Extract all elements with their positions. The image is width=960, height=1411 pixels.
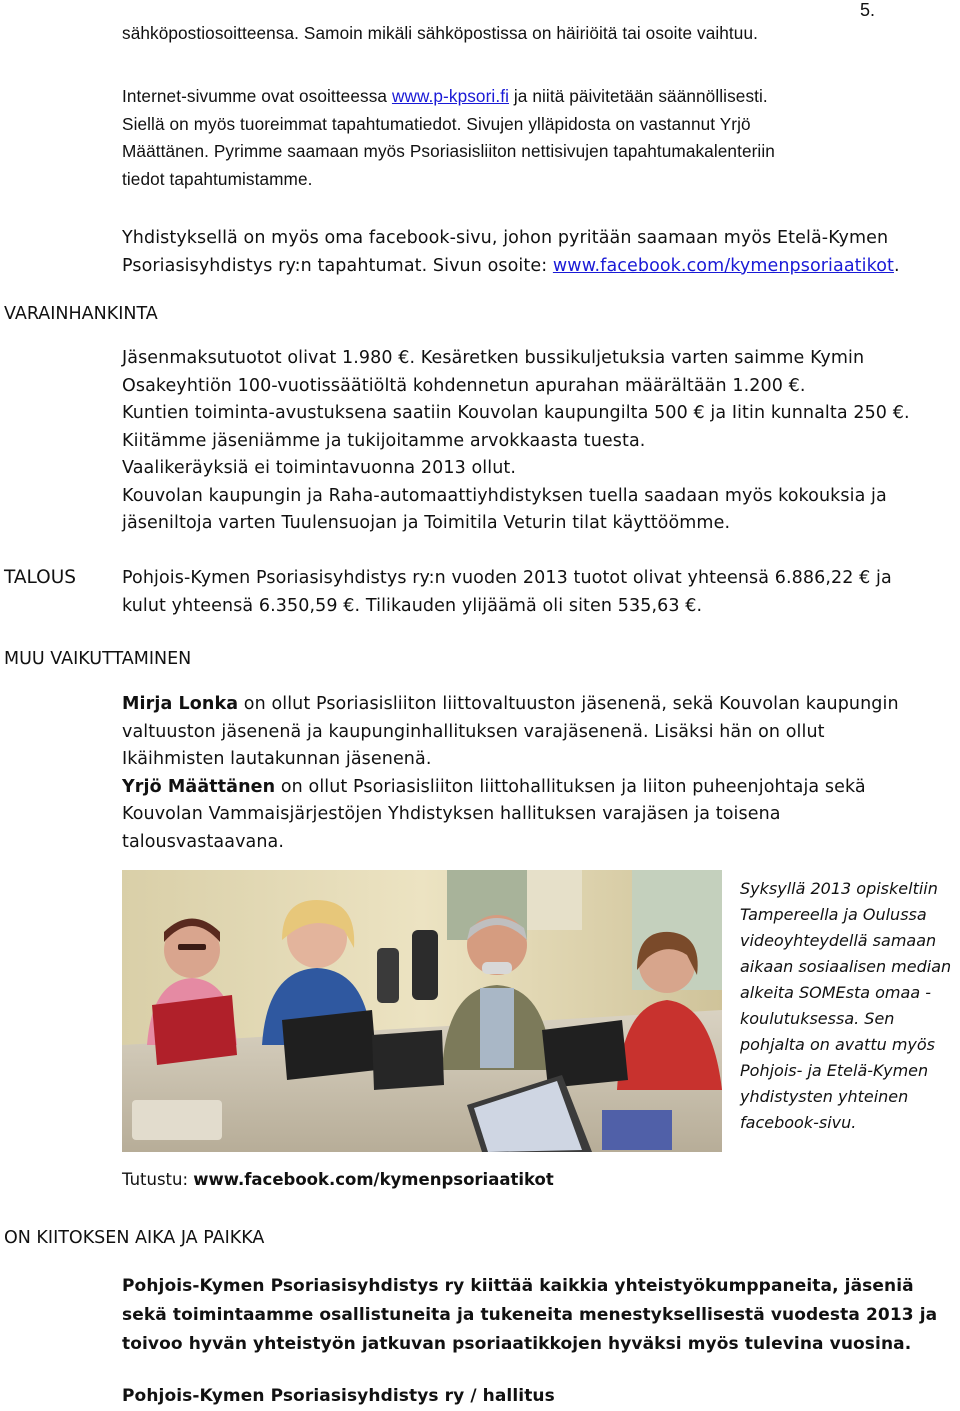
talous-line: kulut yhteensä 6.350,59 €. Tilikauden ylijäämä oli siten 535,63 €. [122,595,703,616]
tutustu-link[interactable]: www.facebook.com/kymenpsoriaatikot [193,1170,554,1189]
website-line-2: Siellä on myös tuoreimmat tapahtumatiedot. Sivujen ylläpidosta on vastannut Yrjö [122,113,751,134]
caption-line: facebook-sivu. [740,1113,857,1132]
group-photo-icon [122,870,722,1152]
caption-line: koulutuksessa. Sen [740,1009,895,1028]
facebook-link[interactable]: www.facebook.com/kymenpsoriaatikot [552,255,894,276]
person-name-mirja: Mirja Lonka [122,694,239,714]
heading-talous: TALOUS [4,567,77,588]
website-line-4: tiedot tapahtumistamme. [122,168,313,189]
muu-line: valtuuston jäsenenä ja kaupunginhallituksen varajäsenenä. Lisäksi hän on ollut [122,721,825,742]
photo-caption [740,876,956,1136]
caption-line: Syksyllä 2013 opiskeltiin [740,879,938,898]
facebook-line-2: Psoriasisyhdistys ry:n tapahtumat. Sivun osoite: www.facebook.com/kymenpsoriaatikot. [122,255,900,276]
website-line-1: Internet-sivumme ovat osoitteessa www.p-kpsori.fi ja niitä päivitetään säännöllisesti. [122,86,768,106]
caption-line: pohjalta on avattu myös [740,1035,935,1054]
muu-line: talousvastaavana. [122,831,285,852]
facebook-line-1: Yhdistyksellä on myös oma facebook-sivu, johon pyritään saamaan myös Etelä-Kymen [122,228,889,248]
talous-line: Pohjois-Kymen Psoriasisyhdistys ry:n vuoden 2013 tuotot olivat yhteensä 6.886,22 € ja [122,568,892,588]
kiitos-line: toivoo hyvän yhteistyön jatkuvan psoriaatikkojen hyväksi myös tulevina vuosina. [122,1334,912,1354]
caption-line: aikaan sosiaalisen median [740,957,952,976]
caption-line: alkeita SOMEsta omaa - [740,983,931,1002]
heading-muu-vaikuttaminen: MUU VAIKUTTAMINEN [4,649,192,669]
kiitos-line: Pohjois-Kymen Psoriasisyhdistys ry kiittää kaikkia yhteistyökumppaneita, jäseniä [122,1276,914,1296]
caption-line: Pohjois- ja Etelä-Kymen [740,1061,929,1080]
kiitos-line: sekä toimintaamme osallistuneita ja tukeneita menestyksellisestä vuodesta 2013 ja [122,1305,938,1325]
facebook-paragraph [122,225,957,280]
caption-line: Tampereella ja Oulussa [740,905,927,924]
kiitos-paragraph [122,1272,957,1359]
page-number: 5. [860,0,876,20]
muu-line: Ikäihmisten lautakunnan jäsenenä. [122,749,432,769]
tutustu-line: Tutustu: www.facebook.com/kymenpsoriaatikot [122,1170,554,1189]
heading-kiitos: ON KIITOKSEN AIKA JA PAIKKA [4,1228,265,1248]
varainhankinta-line: Kouvolan kaupungin ja Raha-automaattiyhdistyksen tuella saadaan myös kokouksia ja [122,485,887,506]
website-link[interactable]: www.p-kpsori.fi [391,86,509,106]
caption-line: videoyhteydellä samaan [740,931,937,950]
muu-paragraph: Mirja Lonka on ollut Psoriasisliiton liittovaltuuston jäsenenä, sekä Kouvolan kaupungin valtuuston jäsenenä ja kaupunginhallituksen varajäsenenä. Lisäksi hän on ollut Ikäihmisten lautakunnan jäsenenä. Yrjö Määttänen on ollut Psoriasisliiton liittohallituksen ja liiton puheenjohtaja sekä Kouvolan Vammaisjärjestöjen Yhdistyksen hallituksen varajäsen ja toisena talousvastaavana. [122,691,957,856]
varainhankinta-paragraph [122,345,957,538]
muu-line: Kouvolan Vammaisjärjestöjen Yhdistyksen hallituksen varajäsen ja toisena [122,804,781,824]
website-line-3: Määttänen. Pyrimme saamaan myös Psoriasisliiton nettisivujen tapahtumakalenteriin [122,141,775,161]
caption-line: yhdistysten yhteinen [740,1087,909,1106]
talous-paragraph [122,565,957,620]
person-name-yrjo: Yrjö Määttänen [122,776,276,797]
varainhankinta-line: jäseniltoja varten Tuulensuojan ja Toimitila Veturin tilat käyttöömme. [122,513,731,533]
varainhankinta-line: Jäsenmaksutuotot olivat 1.980 €. Kesäretken bussikuljetuksia varten saimme Kymin [122,348,865,368]
signature: Pohjois-Kymen Psoriasisyhdistys ry / hallitus [122,1386,555,1406]
heading-varainhankinta: VARAINHANKINTA [4,304,158,324]
varainhankinta-line: Kuntien toiminta-avustuksena saatiin Kouvolan kaupungilta 500 € ja Iitin kunnalta 250 €. [122,403,910,423]
varainhankinta-line: Kiitämme jäseniämme ja tukijoitamme arvokkaasta tuesta. [122,430,646,451]
varainhankinta-line: Osakeyhtiön 100-vuotissäätiöltä kohdennetun apurahan määrältään 1.200 €. [122,375,806,396]
website-paragraph [122,83,952,193]
group-photo [122,870,722,1152]
email-notice: sähköpostiosoitteensa. Samoin mikäli sähköpostissa on häiriöitä tai osoite vaihtuu. [122,23,758,43]
varainhankinta-line: Vaalikeräyksiä ei toimintavuonna 2013 ollut. [122,458,517,478]
